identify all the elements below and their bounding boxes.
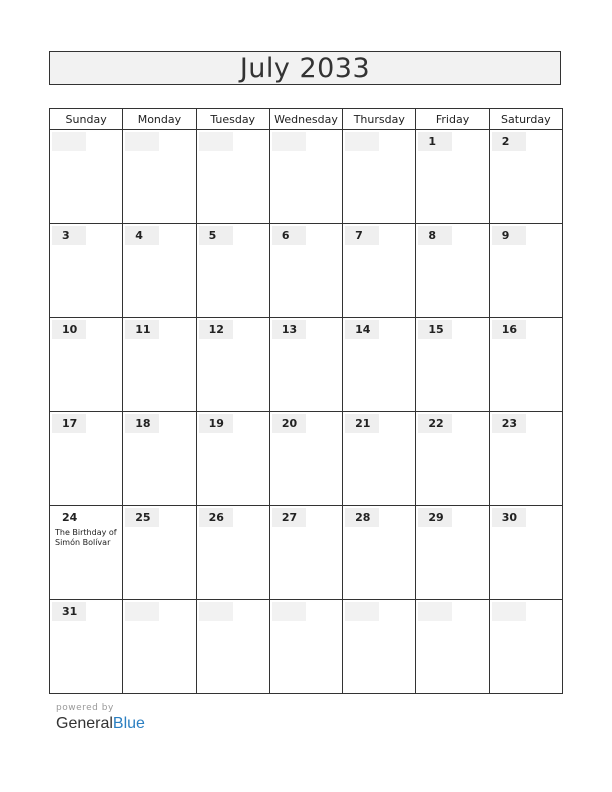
weekday-sunday: Sunday (50, 109, 123, 130)
day-number: 18 (125, 414, 159, 433)
day-cell[interactable] (123, 318, 196, 412)
day-cell[interactable] (123, 600, 196, 694)
weekday-monday: Monday (123, 109, 196, 130)
day-cell[interactable] (489, 224, 562, 318)
calendar-grid (49, 108, 563, 694)
week-row (50, 224, 563, 318)
day-number: 9 (492, 226, 526, 245)
weekday-friday: Friday (416, 109, 489, 130)
brand-logo (56, 715, 145, 733)
weekday-header-row (50, 109, 563, 130)
footer (56, 703, 145, 733)
day-cell[interactable] (50, 224, 123, 318)
day-number: 19 (199, 414, 233, 433)
day-number: 6 (272, 226, 306, 245)
day-number: 8 (418, 226, 452, 245)
day-number: 28 (345, 508, 379, 527)
day-number: 11 (125, 320, 159, 339)
week-row (50, 600, 563, 694)
day-cell[interactable] (50, 506, 123, 600)
powered-by-text: powered by (56, 703, 114, 713)
title-box (49, 51, 561, 85)
day-cell[interactable] (269, 506, 342, 600)
day-number: 22 (418, 414, 452, 433)
page-title: July 2033 (239, 52, 371, 84)
day-number (345, 602, 379, 621)
day-cell[interactable] (50, 412, 123, 506)
day-cell[interactable] (343, 224, 416, 318)
day-number: 2 (492, 132, 526, 151)
day-cell[interactable] (196, 506, 269, 600)
day-cell[interactable] (196, 130, 269, 224)
day-cell[interactable] (416, 318, 489, 412)
day-number: 26 (199, 508, 233, 527)
day-cell[interactable] (343, 506, 416, 600)
day-cell[interactable] (416, 600, 489, 694)
day-cell[interactable] (416, 224, 489, 318)
day-number: 30 (492, 508, 526, 527)
day-number (492, 602, 526, 621)
day-number: 10 (52, 320, 86, 339)
day-cell[interactable] (50, 130, 123, 224)
day-cell[interactable] (489, 600, 562, 694)
day-number: 5 (199, 226, 233, 245)
day-cell[interactable] (343, 130, 416, 224)
day-cell[interactable] (196, 224, 269, 318)
day-cell[interactable] (489, 506, 562, 600)
weekday-tuesday: Tuesday (196, 109, 269, 130)
day-cell[interactable] (416, 130, 489, 224)
weekday-wednesday: Wednesday (269, 109, 342, 130)
day-cell[interactable] (343, 412, 416, 506)
day-number (272, 132, 306, 151)
day-number: 14 (345, 320, 379, 339)
day-cell[interactable] (123, 506, 196, 600)
day-number (125, 132, 159, 151)
day-cell[interactable] (196, 318, 269, 412)
brand-part-blue: Blue (112, 715, 145, 732)
day-cell[interactable] (269, 600, 342, 694)
day-cell[interactable] (343, 600, 416, 694)
day-cell[interactable] (269, 412, 342, 506)
holiday-label: The Birthday of Simón Bolívar (55, 528, 117, 547)
day-cell[interactable] (416, 412, 489, 506)
weekday-saturday: Saturday (489, 109, 562, 130)
day-number (345, 132, 379, 151)
day-number: 15 (418, 320, 452, 339)
weekday-thursday: Thursday (343, 109, 416, 130)
week-row (50, 506, 563, 600)
day-number: 27 (272, 508, 306, 527)
day-number: 13 (272, 320, 306, 339)
week-row (50, 412, 563, 506)
day-cell[interactable] (123, 412, 196, 506)
day-number: 23 (492, 414, 526, 433)
week-row (50, 318, 563, 412)
day-number: 31 (52, 602, 86, 621)
day-number: 17 (52, 414, 86, 433)
day-number (418, 602, 452, 621)
day-cell[interactable] (416, 506, 489, 600)
day-cell[interactable] (343, 318, 416, 412)
day-number: 4 (125, 226, 159, 245)
day-cell[interactable] (50, 600, 123, 694)
day-number (125, 602, 159, 621)
day-number: 7 (345, 226, 379, 245)
day-cell[interactable] (123, 224, 196, 318)
day-cell[interactable] (123, 130, 196, 224)
day-cell[interactable] (489, 412, 562, 506)
day-cell[interactable] (196, 600, 269, 694)
day-number: 24 (62, 511, 78, 524)
day-number: 21 (345, 414, 379, 433)
day-cell[interactable] (196, 412, 269, 506)
day-number (199, 602, 233, 621)
day-cell[interactable] (269, 318, 342, 412)
day-number (272, 602, 306, 621)
day-number (199, 132, 233, 151)
day-number: 1 (418, 132, 452, 151)
day-number (52, 132, 86, 151)
day-number: 25 (125, 508, 159, 527)
day-number: 29 (418, 508, 452, 527)
day-number: 12 (199, 320, 233, 339)
brand-part-general: General (56, 715, 113, 732)
day-cell[interactable] (489, 130, 562, 224)
day-cell[interactable] (269, 224, 342, 318)
week-row (50, 130, 563, 224)
day-number: 3 (52, 226, 86, 245)
day-number: 16 (492, 320, 526, 339)
day-cell[interactable] (489, 318, 562, 412)
day-number: 20 (272, 414, 306, 433)
day-cell[interactable] (269, 130, 342, 224)
day-cell[interactable] (50, 318, 123, 412)
